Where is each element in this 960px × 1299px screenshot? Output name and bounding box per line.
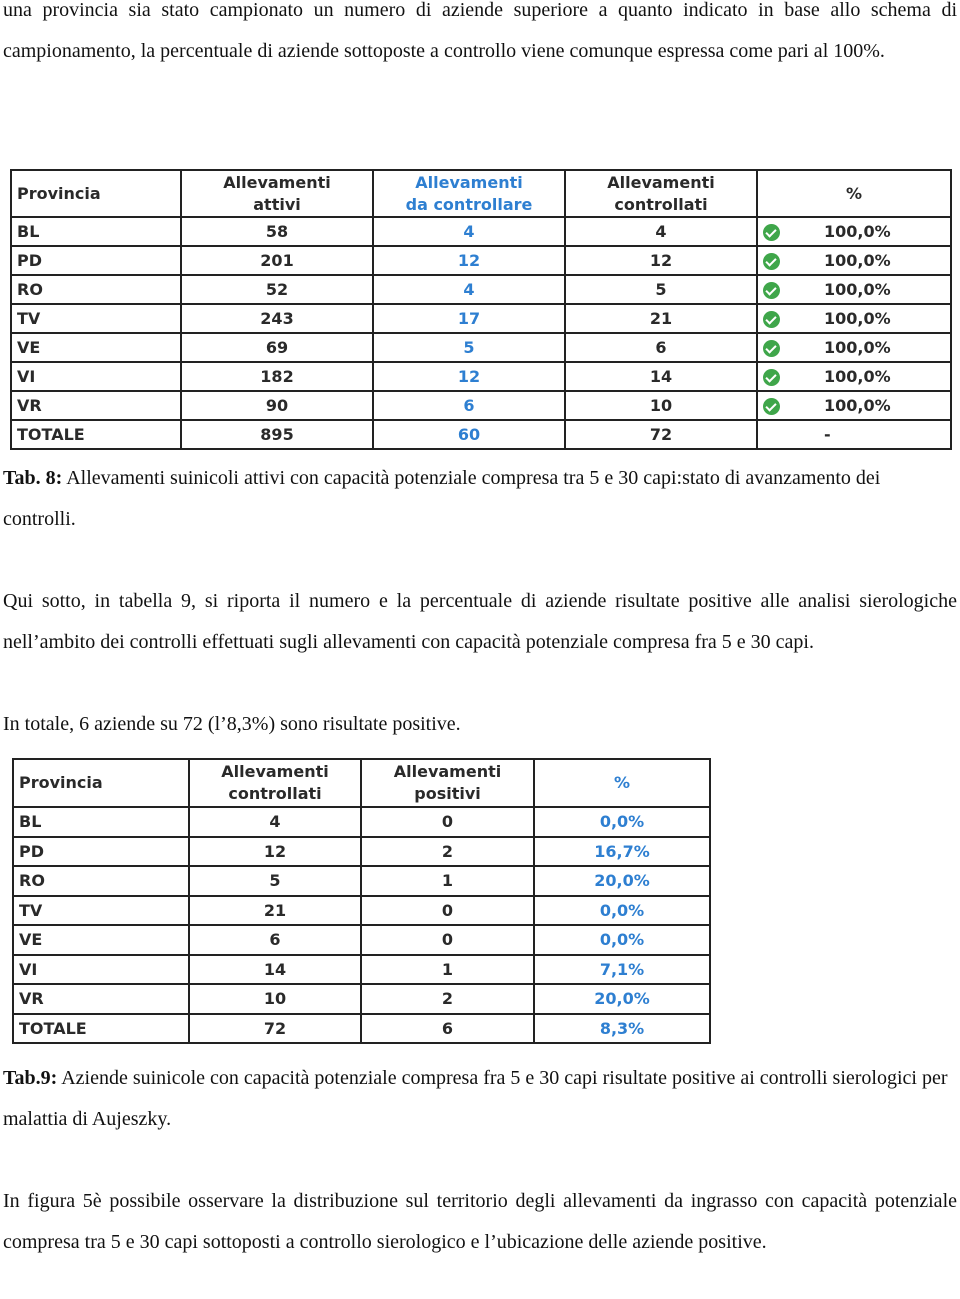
column-header-allevamenti-attivi (181, 170, 373, 217)
cell-da-controllare: 4 (373, 275, 565, 304)
cell-provincia: VE (13, 925, 189, 955)
cell-controllati: 72 (189, 1014, 361, 1044)
cell-percent (757, 304, 951, 333)
cell-percent (757, 362, 951, 391)
caption-label: Tab. 8: (3, 467, 63, 489)
cell-percent (757, 275, 951, 304)
caption-text: Aziende suinicole con capacità potenziale compresa fra 5 e 30 capi risultate positive ai controlli sierologici per malattia di Aujeszky. (3, 1067, 948, 1130)
percent-value: 100,0% (824, 396, 891, 415)
percent-value: - (824, 425, 831, 444)
cell-controllati: 14 (565, 362, 757, 391)
table-9 (12, 758, 711, 1044)
column-header-allevamenti-controllati (565, 170, 757, 217)
cell-da-controllare: 17 (373, 304, 565, 333)
cell-percent (757, 333, 951, 362)
table-row (11, 391, 951, 420)
cell-da-controllare: 12 (373, 362, 565, 391)
cell-da-controllare: 60 (373, 420, 565, 449)
caption-text: Allevamenti suinicoli attivi con capacità potenziale compresa tra 5 e 30 capi:stato di avanzamento dei controlli. (3, 467, 881, 530)
cell-provincia: TV (13, 896, 189, 926)
table-row (11, 362, 951, 391)
column-header-allevamenti-controllati (189, 759, 361, 807)
cell-controllati: 4 (565, 217, 757, 246)
table-9-header-row (13, 759, 710, 807)
check-circle-icon (763, 253, 780, 270)
cell-controllati: 10 (189, 984, 361, 1014)
caption-label: Tab.9: (3, 1067, 58, 1089)
paragraph-table-9-intro: Qui sotto, in tabella 9, si riporta il numero e la percentuale di aziende risultate positive alle analisi sierologiche nell’ambito dei controlli effettuati sugli allevamenti con capacità potenziale compresa fra 5 e 30 capi. (3, 590, 957, 653)
cell-percent: 8,3% (534, 1014, 710, 1044)
percent-value: 100,0% (824, 309, 891, 328)
cell-controllati: 21 (189, 896, 361, 926)
cell-positivi: 0 (361, 925, 534, 955)
cell-percent: 0,0% (534, 807, 710, 837)
cell-attivi: 52 (181, 275, 373, 304)
header-line-1: Allevamenti (221, 762, 329, 781)
column-header-percent: % (534, 759, 710, 807)
cell-controllati: 14 (189, 955, 361, 985)
cell-provincia: VE (11, 333, 181, 362)
column-header-provincia: Provincia (13, 759, 189, 807)
cell-provincia: VR (11, 391, 181, 420)
table-row (11, 420, 951, 449)
cell-provincia: PD (11, 246, 181, 275)
cell-controllati: 21 (565, 304, 757, 333)
table-row (11, 304, 951, 333)
cell-provincia: VR (13, 984, 189, 1014)
cell-positivi: 0 (361, 896, 534, 926)
cell-provincia: RO (11, 275, 181, 304)
cell-provincia: TOTALE (13, 1014, 189, 1044)
cell-positivi: 2 (361, 837, 534, 867)
cell-attivi: 58 (181, 217, 373, 246)
cell-controllati: 12 (189, 837, 361, 867)
cell-percent: 20,0% (534, 984, 710, 1014)
table-8-caption (3, 458, 957, 540)
cell-provincia: VI (11, 362, 181, 391)
table-9-caption (3, 1058, 957, 1140)
cell-controllati: 6 (189, 925, 361, 955)
check-circle-icon (763, 340, 780, 357)
table-row (13, 896, 710, 926)
cell-attivi: 895 (181, 420, 373, 449)
cell-da-controllare: 12 (373, 246, 565, 275)
check-circle-icon (763, 398, 780, 415)
cell-percent (757, 217, 951, 246)
cell-percent: 0,0% (534, 896, 710, 926)
cell-attivi: 243 (181, 304, 373, 333)
header-line-1: Allevamenti (223, 172, 331, 192)
column-header-percent: % (757, 170, 951, 217)
paragraph-summary: In totale, 6 aziende su 72 (l’8,3%) sono risultate positive. (3, 713, 461, 735)
check-circle-icon (763, 369, 780, 386)
percent-value: 100,0% (824, 367, 891, 386)
table-row (13, 955, 710, 985)
percent-value: 100,0% (824, 280, 891, 299)
header-line-2: attivi (253, 194, 301, 214)
cell-provincia: TV (11, 304, 181, 333)
percent-value: 100,0% (824, 222, 891, 241)
cell-controllati: 72 (565, 420, 757, 449)
check-circle-icon (763, 224, 780, 241)
cell-percent: 20,0% (534, 866, 710, 896)
cell-controllati: 5 (565, 275, 757, 304)
header-line-1: Allevamenti (415, 172, 523, 192)
cell-provincia: VI (13, 955, 189, 985)
header-line-2: controllati (228, 784, 322, 803)
header-line-2: controllati (614, 194, 708, 214)
cell-attivi: 182 (181, 362, 373, 391)
header-line-2: positivi (414, 784, 481, 803)
percent-value: 100,0% (824, 338, 891, 357)
table-row (13, 866, 710, 896)
column-header-allevamenti-positivi (361, 759, 534, 807)
intro-paragraph: una provincia sia stato campionato un numero di aziende superiore a quanto indicato in base allo schema di campionamento, la percentuale di aziende sottoposte a controllo viene comunque espressa come pari al 100%. (3, 0, 957, 62)
cell-controllati: 10 (565, 391, 757, 420)
table-row (11, 333, 951, 362)
cell-percent: 0,0% (534, 925, 710, 955)
cell-provincia: PD (13, 837, 189, 867)
table-8 (10, 169, 952, 450)
cell-da-controllare: 5 (373, 333, 565, 362)
percent-value: 100,0% (824, 251, 891, 270)
cell-provincia: TOTALE (11, 420, 181, 449)
cell-positivi: 6 (361, 1014, 534, 1044)
cell-da-controllare: 6 (373, 391, 565, 420)
table-row (11, 217, 951, 246)
cell-positivi: 2 (361, 984, 534, 1014)
cell-percent: 16,7% (534, 837, 710, 867)
table-row (11, 275, 951, 304)
cell-provincia: BL (13, 807, 189, 837)
cell-controllati: 6 (565, 333, 757, 362)
cell-percent: 7,1% (534, 955, 710, 985)
cell-controllati: 12 (565, 246, 757, 275)
column-header-allevamenti-da-controllare (373, 170, 565, 217)
cell-controllati: 4 (189, 807, 361, 837)
table-row (13, 837, 710, 867)
header-line-2: da controllare (405, 194, 533, 214)
column-header-provincia: Provincia (11, 170, 181, 217)
table-row (13, 807, 710, 837)
header-line-1: Allevamenti (607, 172, 715, 192)
cell-attivi: 69 (181, 333, 373, 362)
paragraph-figure-5: In figura 5è possibile osservare la distribuzione sul territorio degli allevamenti da ingrasso con capacità potenziale compresa tra 5 e 30 capi sottoposti a controllo sierologico e l’ubicazione delle aziende positive. (3, 1190, 957, 1253)
cell-provincia: RO (13, 866, 189, 896)
header-line-1: Allevamenti (393, 762, 502, 781)
table-row (11, 246, 951, 275)
table-row (13, 925, 710, 955)
cell-attivi: 201 (181, 246, 373, 275)
cell-attivi: 90 (181, 391, 373, 420)
cell-percent (757, 420, 951, 449)
check-circle-icon (763, 311, 780, 328)
cell-positivi: 1 (361, 955, 534, 985)
table-8-header-row (11, 170, 951, 217)
cell-percent (757, 246, 951, 275)
cell-da-controllare: 4 (373, 217, 565, 246)
check-circle-icon (763, 282, 780, 299)
cell-positivi: 0 (361, 807, 534, 837)
cell-percent (757, 391, 951, 420)
cell-positivi: 1 (361, 866, 534, 896)
table-row (13, 1014, 710, 1044)
cell-provincia: BL (11, 217, 181, 246)
table-row (13, 984, 710, 1014)
cell-controllati: 5 (189, 866, 361, 896)
